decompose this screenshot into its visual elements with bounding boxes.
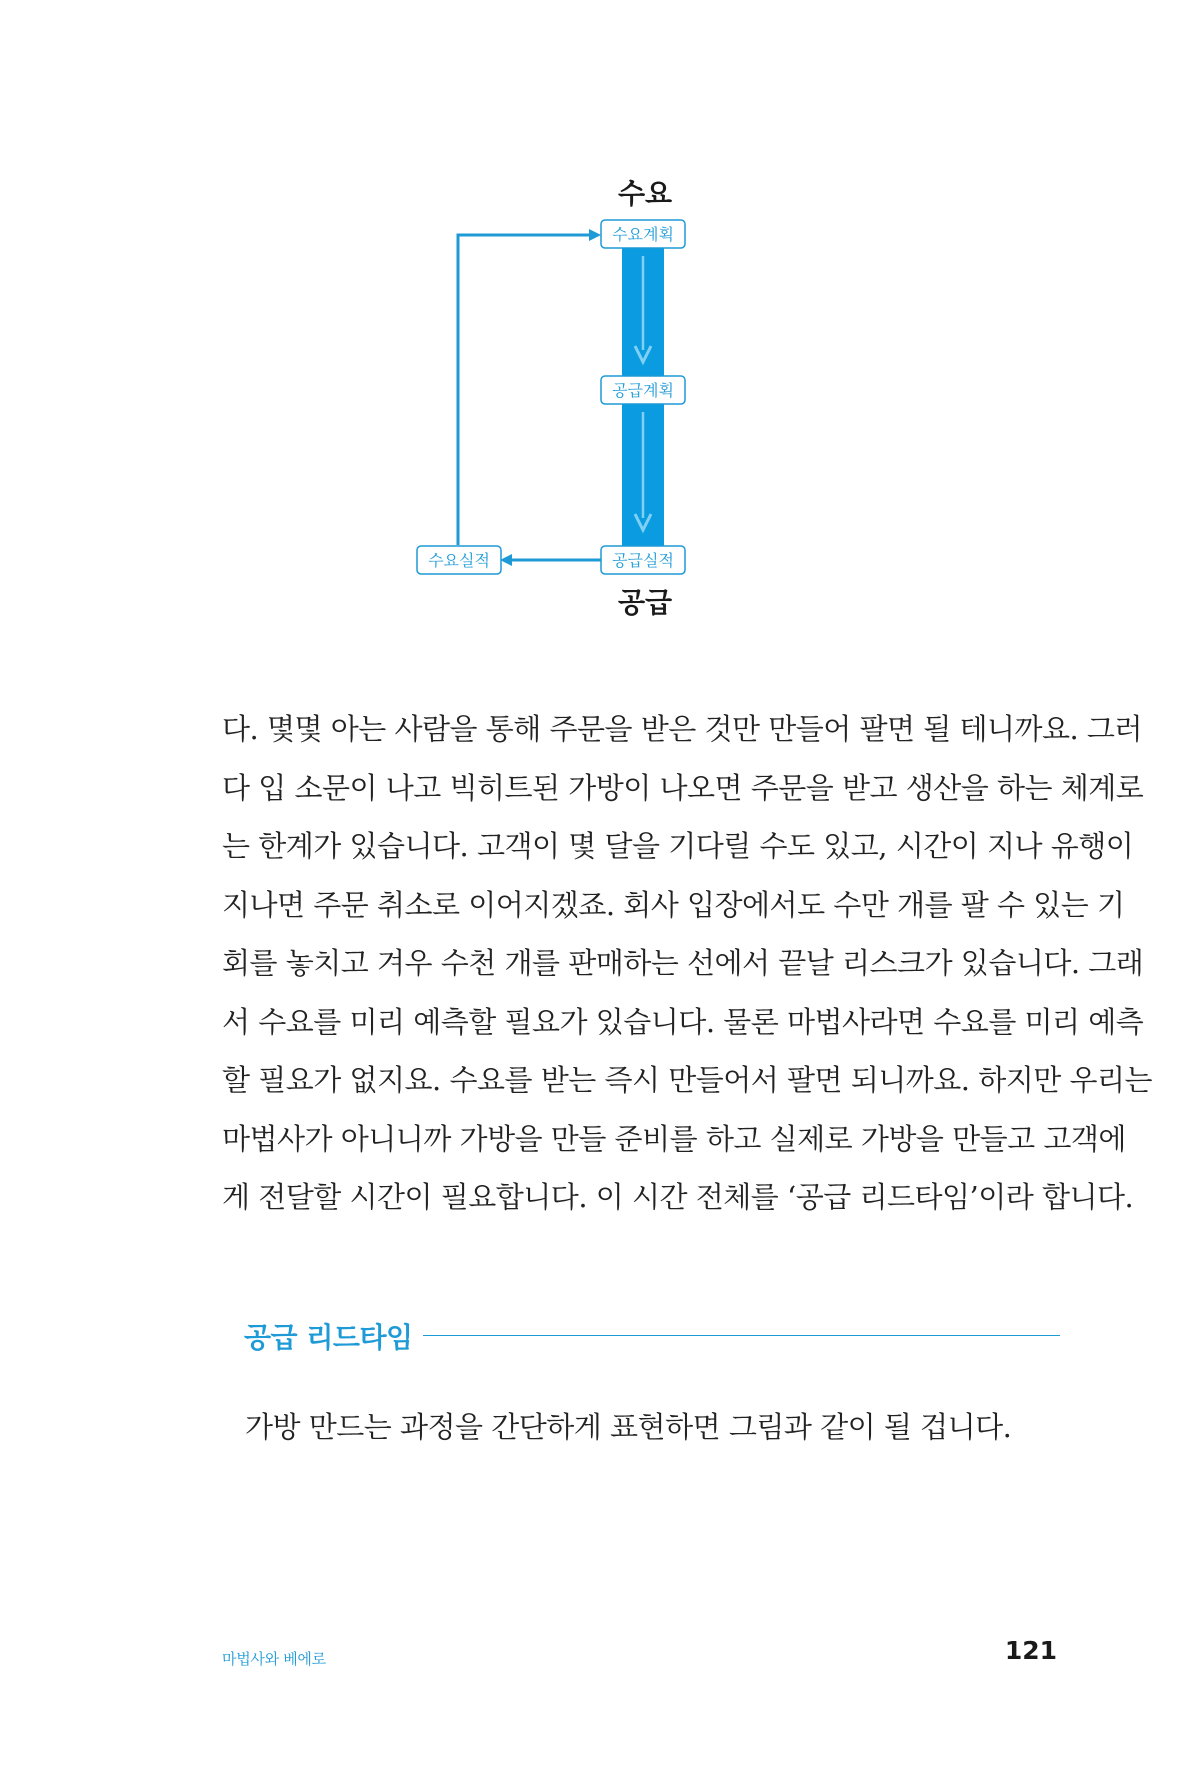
- demand-plan-label: 수요계획: [612, 225, 674, 244]
- demand-actual-box: [417, 546, 501, 574]
- demand-actual-label: 수요실적: [428, 551, 490, 570]
- top-label: 수요: [617, 177, 673, 210]
- footer-book-title: 마법사와 베에로: [222, 1650, 326, 1668]
- demand-plan-box: [601, 220, 685, 248]
- page-number: 121: [1004, 1636, 1057, 1665]
- body-line: 마법사가 아니니까 가방을 만들 준비를 하고 실제로 가방을 만들고 고객에: [222, 1121, 1126, 1156]
- section-divider: [410, 1335, 1060, 1336]
- body-line: 다 입 소문이 나고 빅히트된 가방이 나오면 주문을 받고 생산을 하는 체계로: [222, 770, 1144, 805]
- body-line: 할 필요가 없지요. 수요를 받는 즉시 만들어서 팔면 되니까요. 하지만 우리는: [222, 1063, 1153, 1097]
- body-line: 지나면 주문 취소로 이어지겠죠. 회사 입장에서도 수만 개를 팔 수 있는 기: [222, 887, 1125, 922]
- supply-plan-box: [601, 376, 685, 404]
- supply-actual-box: [601, 546, 685, 574]
- supply-demand-flow-diagram: [0, 0, 1197, 660]
- body-line: 서 수요를 미리 예측할 필요가 있습니다. 물론 마법사라면 수요를 미리 예측: [222, 1004, 1144, 1039]
- feedback-arrow: [458, 235, 598, 545]
- body-line: 게 전달할 시간이 필요합니다. 이 시간 전체를 ‘공급 리드타임’이라 합니다.: [222, 1180, 1134, 1214]
- bottom-label: 공급: [617, 586, 673, 619]
- body-paragraph: [222, 700, 1153, 1227]
- body-line: 는 한계가 있습니다. 고객이 몇 달을 기다릴 수도 있고, 시간이 지나 유행이: [222, 829, 1134, 863]
- body-line: 다. 몇몇 아는 사람을 통해 주문을 받은 것만 만들어 팔면 될 테니까요. 그러: [222, 712, 1142, 746]
- supply-actual-label: 공급실적: [612, 551, 674, 570]
- supply-plan-label: 공급계획: [612, 381, 674, 400]
- section-heading: 공급 리드타임: [244, 1316, 423, 1356]
- body-line: 회를 놓치고 겨우 수천 개를 판매하는 선에서 끝날 리스크가 있습니다. 그래: [222, 946, 1144, 980]
- section-paragraph: 가방 만드는 과정을 간단하게 표현하면 그림과 같이 될 겁니다.: [245, 1410, 1012, 1444]
